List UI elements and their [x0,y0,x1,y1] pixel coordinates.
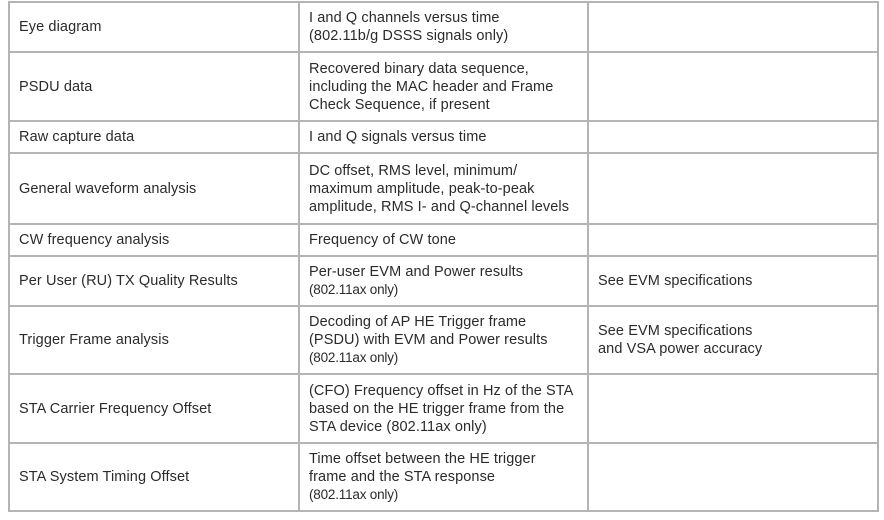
measurement-cell: Raw capture data [9,121,299,153]
description-cell: I and Q channels versus time (802.11b/g DSSS signals only) [299,2,588,52]
description-cell: I and Q signals versus time [299,121,588,153]
description-cell: Time offset between the HE trigger frame and the STA response (802.11ax only) [299,443,588,511]
spec-cell [588,153,878,224]
spec-cell: See EVM specifications [588,256,878,306]
description-cell: DC offset, RMS level, minimum/ maximum amplitude, peak-to-peak amplitude, RMS I- and Q-channel levels [299,153,588,224]
spec-cell [588,121,878,153]
measurement-cell: General waveform analysis [9,153,299,224]
description-cell: (CFO) Frequency offset in Hz of the STA based on the HE trigger frame from the STA device (802.11ax only) [299,374,588,443]
measurements-table [8,1,879,512]
description-cell: Recovered binary data sequence, including the MAC header and Frame Check Sequence, if present [299,52,588,121]
measurement-cell: STA System Timing Offset [9,443,299,511]
table-row [9,224,878,256]
spec-cell [588,224,878,256]
table-row [9,2,878,52]
spec-cell [588,2,878,52]
measurement-cell: Eye diagram [9,2,299,52]
measurement-cell: PSDU data [9,52,299,121]
spec-cell: See EVM specifications and VSA power accuracy [588,306,878,374]
table-row [9,306,878,374]
description-cell: Frequency of CW tone [299,224,588,256]
description-cell: Per-user EVM and Power results (802.11ax only) [299,256,588,306]
measurement-cell: Trigger Frame analysis [9,306,299,374]
table-row [9,443,878,511]
description-cell: Decoding of AP HE Trigger frame (PSDU) with EVM and Power results (802.11ax only) [299,306,588,374]
measurement-cell: Per User (RU) TX Quality Results [9,256,299,306]
table-row [9,374,878,443]
spec-cell [588,443,878,511]
table-row [9,121,878,153]
spec-cell [588,374,878,443]
spec-cell [588,52,878,121]
measurement-cell: CW frequency analysis [9,224,299,256]
table-row [9,52,878,121]
measurement-cell: STA Carrier Frequency Offset [9,374,299,443]
table-row [9,153,878,224]
table-row [9,256,878,306]
